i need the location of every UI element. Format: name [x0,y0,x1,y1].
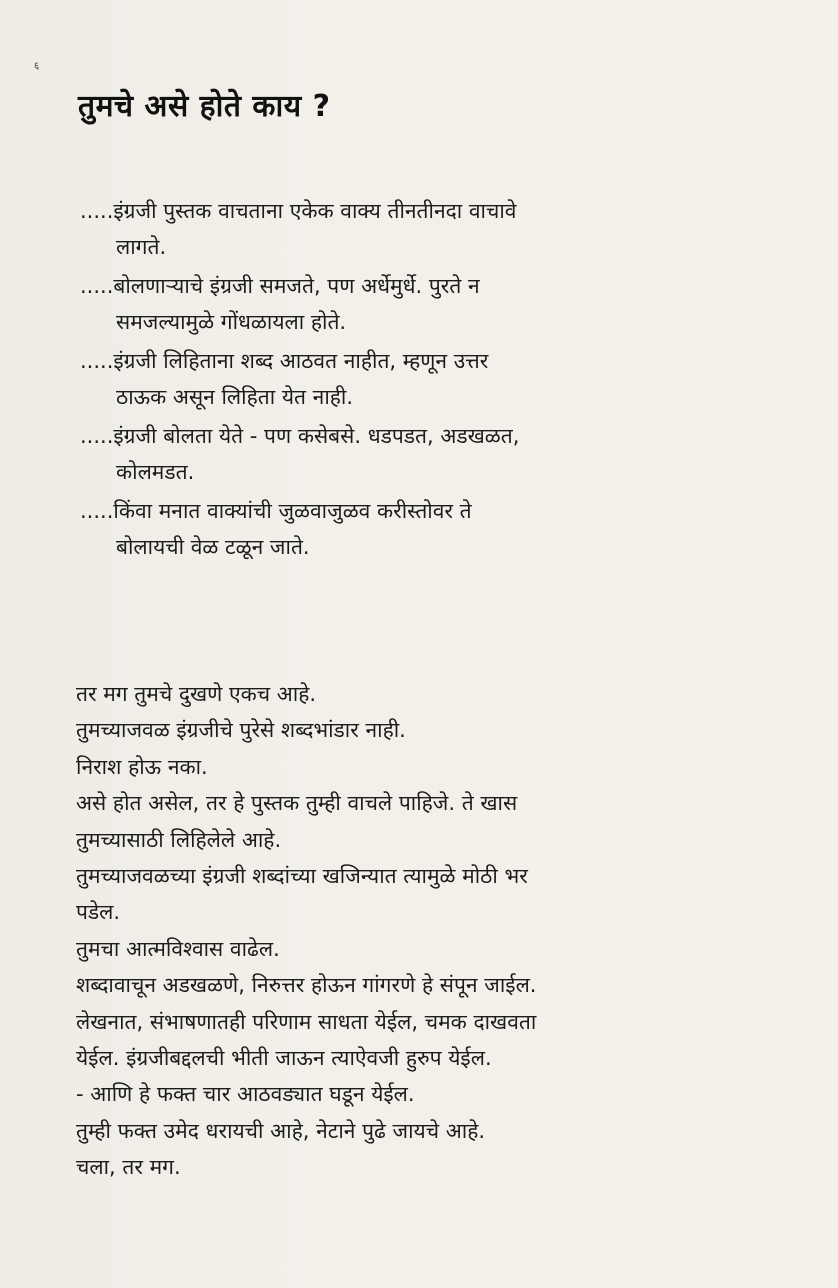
problem-line-continued: बोलायची वेळ टळून जाते. [116,535,310,559]
text-line: येईल. इंग्रजीबद्दलची भीती जाऊन त्याऐवजी हुरुप येईल. [76,1046,492,1071]
text-line: तुमच्यासाठी लिहिलेले आहे. [76,827,282,852]
text-line: तुमच्याजवळ इंग्रजीचे पुरेसे शब्दभांडार नाही. [76,718,406,743]
text-line: - आणि हे फक्त चार आठवड्यात घडून येईल. [76,1082,415,1107]
body-text [76,676,776,1186]
text-line: तुमच्याजवळच्या इंग्रजी शब्दांच्या खजिन्यात त्यामुळे मोठी भर [76,864,528,889]
problem-line: .....बोलणाऱ्याचे इंग्रजी समजते, पण अर्धेमुर्धे. पुरते न [80,274,480,298]
problem-line: .....इंग्रजी लिहिताना शब्द आठवत नाहीत, म्हणून उत्तर [80,349,489,373]
problem-line: .....इंग्रजी पुस्तक वाचताना एकेक वाक्य तीनतीनदा वाचावे [80,199,517,223]
text-line: असे होत असेल, तर हे पुस्तक तुम्ही वाचले पाहिजे. ते खास [76,791,518,816]
problem-line-continued: लागते. [116,235,167,259]
text-line: शब्दावाचून अडखळणे, निरुत्तर होऊन गांगरणे हे संपून जाईल. [76,973,537,998]
text-line: निराश होऊ नका. [76,754,208,779]
problem-item [80,343,720,415]
problem-line: .....किंवा मनात वाक्यांची जुळवाजुळव करीस्तोवर ते [80,499,472,523]
text-line: पडेल. [76,900,121,925]
text-line: तुम्ही फक्त उमेद धरायची आहे, नेटाने पुढे जायचे आहे. [76,1118,486,1143]
problem-line-continued: समजल्यामुळे गोंधळायला होते. [116,310,347,334]
problem-line-continued: कोलमडत. [116,460,195,484]
text-line: लेखनात, संभाषणातही परिणाम साधता येईल, चमक दाखवता [76,1009,537,1034]
problem-item [80,268,720,340]
text-line: तर मग तुमचे दुखणे एकच आहे. [76,682,317,706]
text-line: तुमचा आत्मविश्वास वाढेल. [76,936,280,961]
problem-line: .....इंग्रजी बोलता येते - पण कसेबसे. धडपडत, अडखळत, [80,424,520,448]
problem-item [80,418,720,490]
text-line: चला, तर मग. [76,1155,181,1180]
problem-item [80,493,720,565]
problem-list [80,193,720,568]
page-title: तुमचे असे होते काय ? [78,89,331,124]
problem-line-continued: ठाऊक असून लिहिता येत नाही. [116,385,354,409]
page-number: ६ [34,61,40,72]
problem-item [80,193,720,265]
